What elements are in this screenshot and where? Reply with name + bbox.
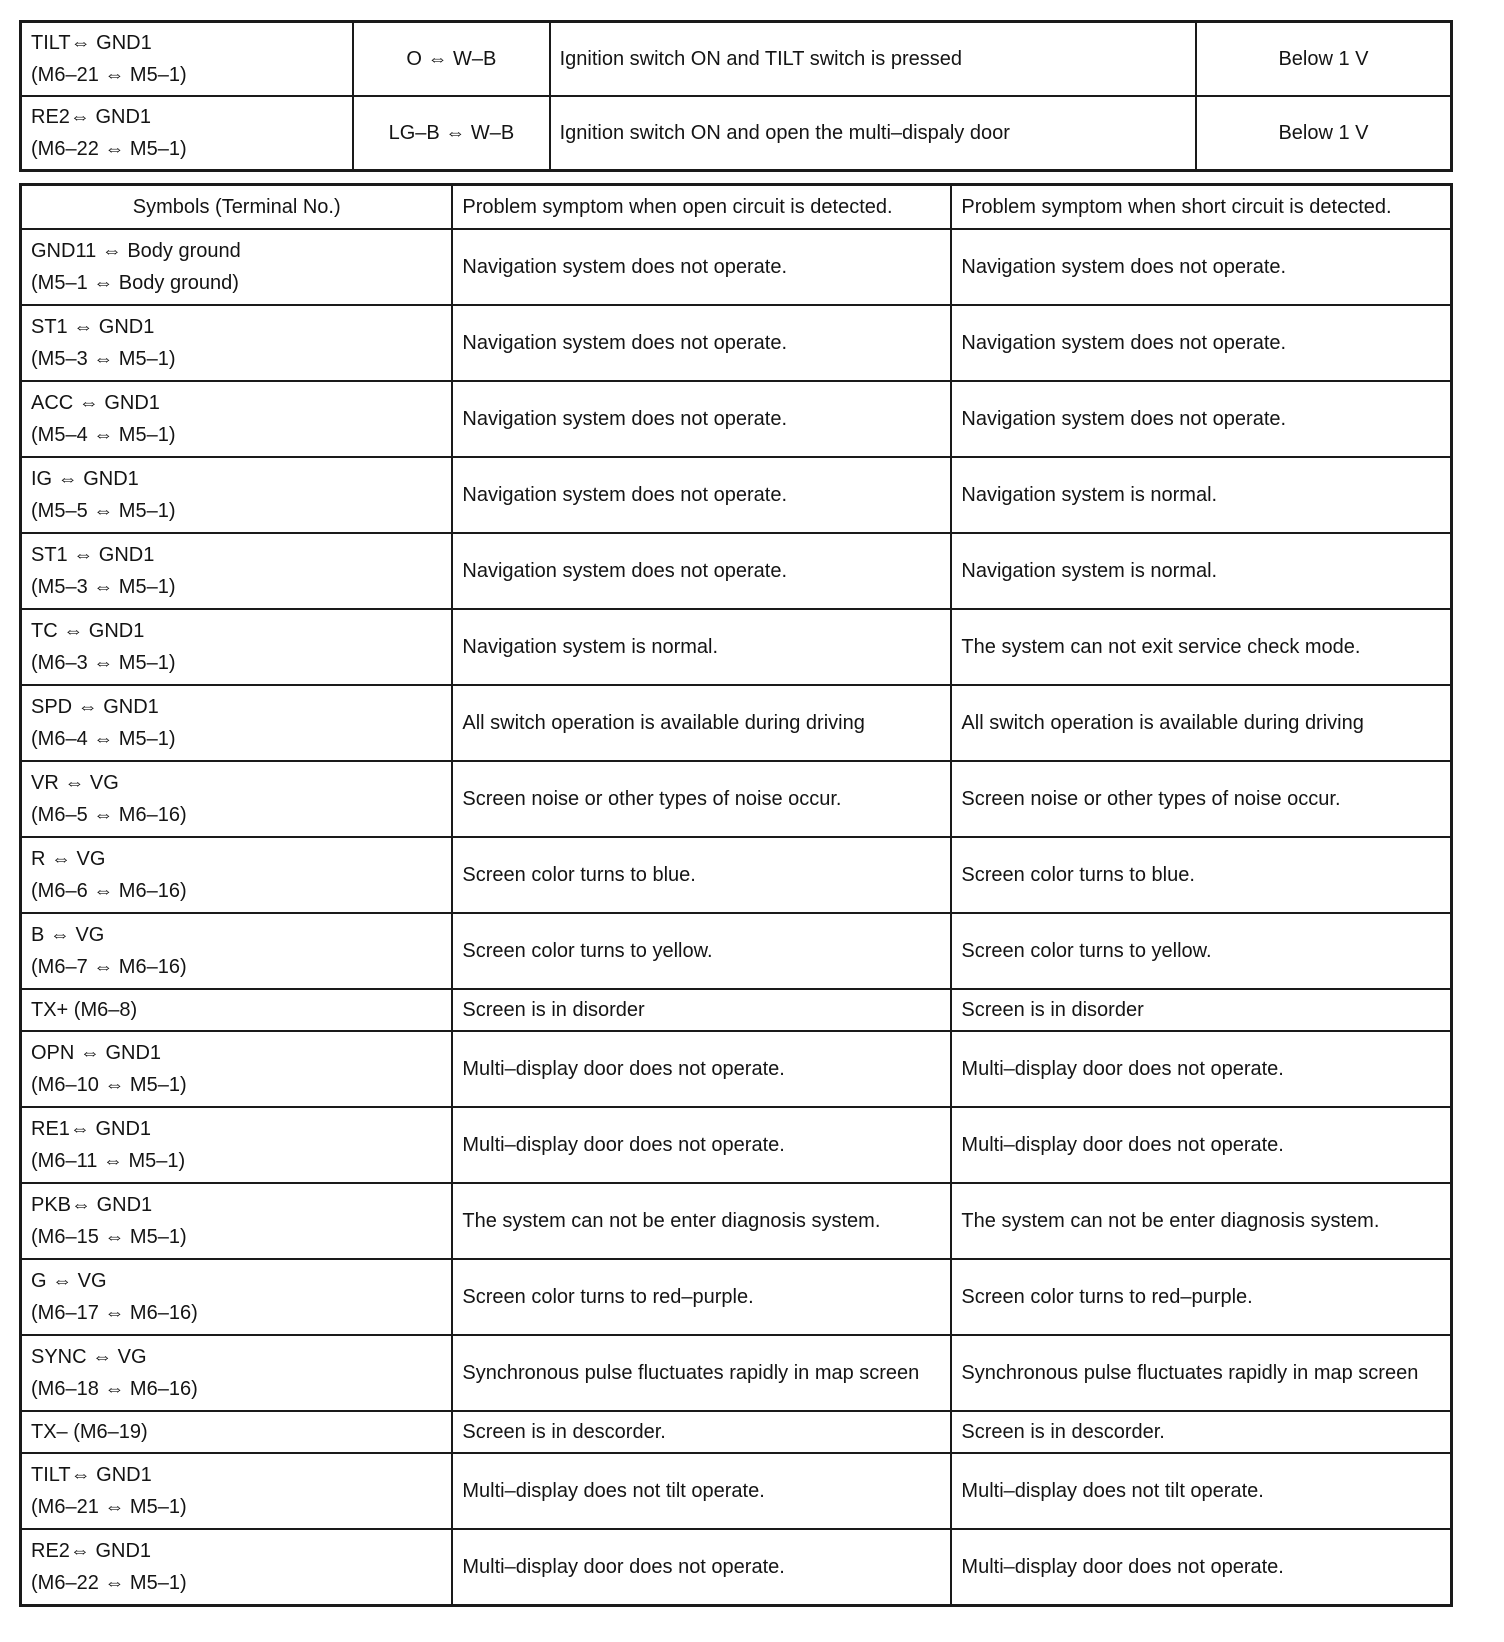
table-row <box>21 837 1452 913</box>
symbol-text: IG ⇔ GND1 <box>31 468 139 490</box>
header-row <box>21 185 1452 230</box>
terminal-text: (M6–22 ⇔ M5–1) <box>31 1572 187 1594</box>
symbol-cell <box>21 533 453 609</box>
table-row <box>21 685 1452 761</box>
terminal-text: (M6–18 ⇔ M6–16) <box>31 1378 198 1400</box>
symbol-text: G ⇔ VG <box>31 1270 107 1292</box>
table-row <box>21 305 1452 381</box>
table-row <box>21 989 1452 1031</box>
specified-condition-cell: Below 1 V <box>1196 96 1452 171</box>
symbol-cell <box>21 229 453 305</box>
symbol-cell <box>21 1031 453 1107</box>
open-circuit-symptom-cell: Synchronous pulse fluctuates rapidly in map screen <box>452 1335 951 1411</box>
symbol-cell <box>21 22 354 97</box>
short-circuit-symptom-cell: The system can not exit service check mode. <box>951 609 1451 685</box>
symbol-text: VR ⇔ VG <box>31 772 119 794</box>
symbol-cell <box>21 1529 453 1606</box>
short-circuit-symptom-cell: Screen is in disorder <box>951 989 1451 1031</box>
open-circuit-symptom-cell: The system can not be enter diagnosis system. <box>452 1183 951 1259</box>
symbol-cell <box>21 1411 453 1453</box>
short-circuit-symptom-cell: Navigation system does not operate. <box>951 305 1451 381</box>
short-circuit-symptom-cell: Multi–display does not tilt operate. <box>951 1453 1451 1529</box>
symbol-text: SPD ⇔ GND1 <box>31 696 159 718</box>
symbol-cell <box>21 96 354 171</box>
terminal-voltage-table-body <box>21 22 1452 171</box>
wiring-color-cell: O ⇔ W–B <box>353 22 549 97</box>
table-row <box>21 1411 1452 1453</box>
symbol-text: TILT⇔ GND1 <box>31 1464 152 1486</box>
terminal-text: (M6–6 ⇔ M6–16) <box>31 880 187 902</box>
table-row <box>21 1183 1452 1259</box>
condition-cell: Ignition switch ON and open the multi–dispaly door <box>550 96 1196 171</box>
table-row <box>21 1335 1452 1411</box>
symbol-text: RE1⇔ GND1 <box>31 1118 152 1140</box>
short-circuit-symptom-cell: Synchronous pulse fluctuates rapidly in map screen <box>951 1335 1451 1411</box>
open-circuit-symptom-cell: All switch operation is available during driving <box>452 685 951 761</box>
symbol-text: GND11 ⇔ Body ground <box>31 240 241 262</box>
problem-symptom-table <box>19 183 1453 1607</box>
symbol-text: ST1 ⇔ GND1 <box>31 316 155 338</box>
table-row <box>21 22 1452 97</box>
wiring-color-cell: LG–B ⇔ W–B <box>353 96 549 171</box>
open-circuit-symptom-cell: Screen color turns to blue. <box>452 837 951 913</box>
symbol-text: B ⇔ VG <box>31 924 105 946</box>
terminal-text: (M5–3 ⇔ M5–1) <box>31 348 176 370</box>
short-circuit-symptom-cell: Multi–display door does not operate. <box>951 1031 1451 1107</box>
terminal-text: (M6–7 ⇔ M6–16) <box>31 956 187 978</box>
terminal-text: (M6–11 ⇔ M5–1) <box>31 1150 186 1172</box>
open-circuit-symptom-cell: Screen color turns to red–purple. <box>452 1259 951 1335</box>
short-circuit-symptom-cell: Navigation system is normal. <box>951 533 1451 609</box>
short-circuit-symptom-cell: Screen color turns to yellow. <box>951 913 1451 989</box>
table-row <box>21 913 1452 989</box>
short-circuit-symptom-cell: Navigation system does not operate. <box>951 381 1451 457</box>
table-row <box>21 1453 1452 1529</box>
terminal-text: (M6–17 ⇔ M6–16) <box>31 1302 198 1324</box>
problem-symptom-table-body <box>21 229 1452 1606</box>
short-circuit-symptom-cell: Screen color turns to red–purple. <box>951 1259 1451 1335</box>
symbol-cell <box>21 305 453 381</box>
symbol-cell <box>21 989 453 1031</box>
open-circuit-symptom-cell: Multi–display door does not operate. <box>452 1529 951 1606</box>
symbol-text: TX– (M6–19) <box>31 1421 148 1443</box>
symbol-text: TILT⇔ GND1 <box>31 32 152 54</box>
terminal-text: (M5–4 ⇔ M5–1) <box>31 424 176 446</box>
open-circuit-symptom-cell: Navigation system does not operate. <box>452 381 951 457</box>
short-circuit-symptom-cell: Screen is in descorder. <box>951 1411 1451 1453</box>
symbol-text: ACC ⇔ GND1 <box>31 392 160 414</box>
open-circuit-symptom-cell: Navigation system is normal. <box>452 609 951 685</box>
symbol-cell <box>21 1259 453 1335</box>
open-circuit-symptom-cell: Navigation system does not operate. <box>452 533 951 609</box>
open-circuit-symptom-cell: Multi–display door does not operate. <box>452 1031 951 1107</box>
open-circuit-symptom-cell: Screen is in descorder. <box>452 1411 951 1453</box>
open-circuit-symptom-cell: Navigation system does not operate. <box>452 457 951 533</box>
symbol-cell <box>21 761 453 837</box>
table-row <box>21 229 1452 305</box>
table-row <box>21 1107 1452 1183</box>
condition-cell: Ignition switch ON and TILT switch is pressed <box>550 22 1196 97</box>
terminal-text: (M5–3 ⇔ M5–1) <box>31 576 176 598</box>
table-row <box>21 1031 1452 1107</box>
table-row <box>21 533 1452 609</box>
symbol-cell <box>21 381 453 457</box>
symbol-cell <box>21 1107 453 1183</box>
symbol-text: PKB⇔ GND1 <box>31 1194 153 1216</box>
open-circuit-symptom-cell: Multi–display door does not operate. <box>452 1107 951 1183</box>
short-circuit-symptom-cell: Navigation system does not operate. <box>951 229 1451 305</box>
symbol-cell <box>21 1335 453 1411</box>
symbol-cell <box>21 457 453 533</box>
terminal-text: (M6–5 ⇔ M6–16) <box>31 804 187 826</box>
open-circuit-symptom-cell: Screen color turns to yellow. <box>452 913 951 989</box>
header-symbols: Symbols (Terminal No.) <box>21 185 453 230</box>
symbol-text: TX+ (M6–8) <box>31 999 138 1021</box>
short-circuit-symptom-cell: Multi–display door does not operate. <box>951 1529 1451 1606</box>
table-row <box>21 1259 1452 1335</box>
short-circuit-symptom-cell: Screen noise or other types of noise occur. <box>951 761 1451 837</box>
header-short-circuit: Problem symptom when short circuit is detected. <box>951 185 1451 230</box>
table-row <box>21 381 1452 457</box>
symbol-text: TC ⇔ GND1 <box>31 620 145 642</box>
symbol-cell <box>21 1183 453 1259</box>
short-circuit-symptom-cell: All switch operation is available during driving <box>951 685 1451 761</box>
terminal-text: (M5–5 ⇔ M5–1) <box>31 500 176 522</box>
symbol-cell <box>21 913 453 989</box>
open-circuit-symptom-cell: Multi–display does not tilt operate. <box>452 1453 951 1529</box>
terminal-text: (M6–21 ⇔ M5–1) <box>31 64 187 86</box>
table-row <box>21 609 1452 685</box>
terminal-text: (M5–1 ⇔ Body ground) <box>31 272 239 294</box>
short-circuit-symptom-cell: Screen color turns to blue. <box>951 837 1451 913</box>
open-circuit-symptom-cell: Screen noise or other types of noise occur. <box>452 761 951 837</box>
symbol-text: OPN ⇔ GND1 <box>31 1042 162 1064</box>
short-circuit-symptom-cell: Navigation system is normal. <box>951 457 1451 533</box>
terminal-text: (M6–22 ⇔ M5–1) <box>31 138 187 160</box>
symbol-text: ST1 ⇔ GND1 <box>31 544 155 566</box>
symbol-text: R ⇔ VG <box>31 848 106 870</box>
terminal-text: (M6–15 ⇔ M5–1) <box>31 1226 187 1248</box>
table-row <box>21 1529 1452 1606</box>
symbol-cell <box>21 685 453 761</box>
open-circuit-symptom-cell: Screen is in disorder <box>452 989 951 1031</box>
symbol-cell <box>21 837 453 913</box>
table-row <box>21 96 1452 171</box>
open-circuit-symptom-cell: Navigation system does not operate. <box>452 305 951 381</box>
symbol-text: RE2⇔ GND1 <box>31 1540 152 1562</box>
table-row <box>21 761 1452 837</box>
terminal-text: (M6–4 ⇔ M5–1) <box>31 728 176 750</box>
terminal-text: (M6–3 ⇔ M5–1) <box>31 652 176 674</box>
terminal-text: (M6–21 ⇔ M5–1) <box>31 1496 187 1518</box>
terminal-voltage-table <box>19 20 1453 172</box>
symbol-text: SYNC ⇔ VG <box>31 1346 147 1368</box>
table-row <box>21 457 1452 533</box>
terminal-text: (M6–10 ⇔ M5–1) <box>31 1074 187 1096</box>
symbol-text: RE2⇔ GND1 <box>31 106 152 128</box>
short-circuit-symptom-cell: Multi–display door does not operate. <box>951 1107 1451 1183</box>
header-open-circuit: Problem symptom when open circuit is detected. <box>452 185 951 230</box>
open-circuit-symptom-cell: Navigation system does not operate. <box>452 229 951 305</box>
short-circuit-symptom-cell: The system can not be enter diagnosis system. <box>951 1183 1451 1259</box>
symbol-cell <box>21 609 453 685</box>
symbol-cell <box>21 1453 453 1529</box>
specified-condition-cell: Below 1 V <box>1196 22 1452 97</box>
